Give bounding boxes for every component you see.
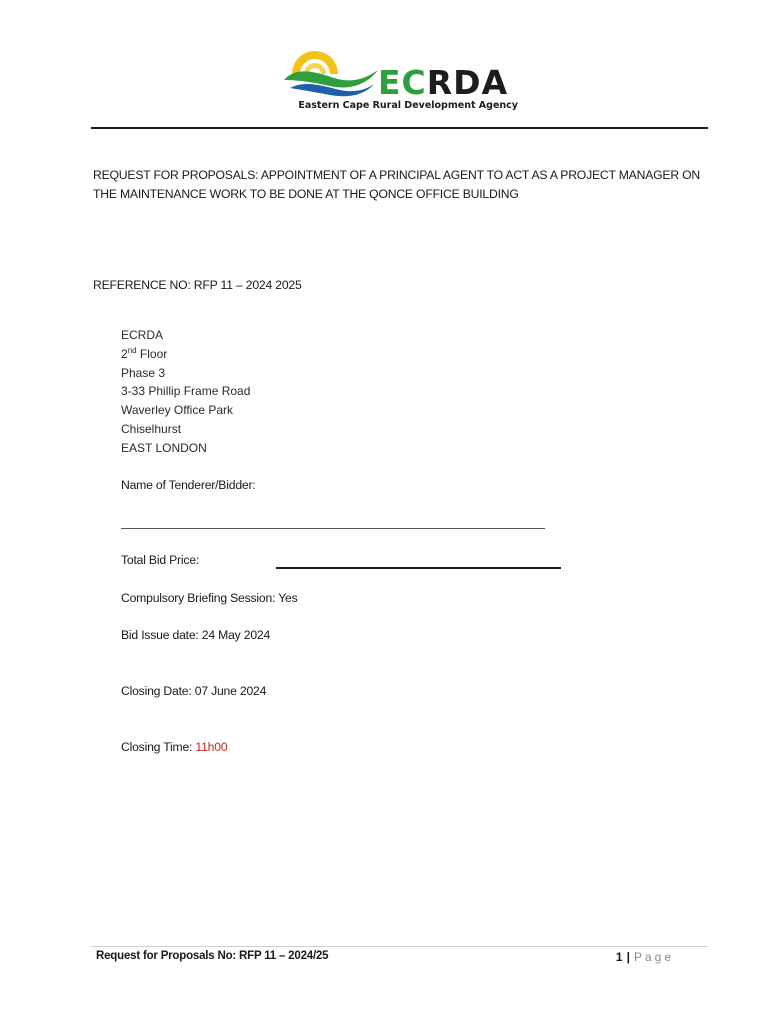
address-line: Waverley Office Park bbox=[121, 403, 234, 418]
floor-word: Floor bbox=[136, 346, 168, 361]
tenderer-name-line[interactable] bbox=[121, 528, 545, 529]
header-divider bbox=[91, 127, 708, 129]
bid-issue-date: Bid Issue date: 24 May 2024 bbox=[121, 628, 271, 642]
address-line bbox=[121, 345, 250, 364]
ecrda-logo bbox=[282, 40, 518, 116]
address-line: Chiselhurst bbox=[121, 421, 182, 436]
briefing-session: Compulsory Briefing Session: Yes bbox=[121, 591, 298, 605]
page-number: 1 bbox=[615, 950, 623, 964]
address-line: ECRDA bbox=[121, 328, 164, 342]
floor-number: 2 bbox=[121, 346, 128, 361]
bid-price-line[interactable] bbox=[276, 567, 561, 569]
bid-price-label: Total Bid Price: bbox=[121, 553, 200, 567]
page-separator: | bbox=[626, 950, 630, 964]
footer-document-reference: Request for Proposals No: RFP 11 – 2024/25 bbox=[96, 950, 329, 962]
page-indicator bbox=[616, 950, 674, 964]
address-line: Phase 3 bbox=[121, 365, 166, 380]
footer-divider bbox=[91, 946, 708, 947]
closing-time-value: 11h00 bbox=[195, 740, 228, 754]
closing-date: Closing Date: 07 June 2024 bbox=[121, 684, 267, 698]
tenderer-label: Name of Tenderer/Bidder: bbox=[121, 478, 256, 492]
logo-subtitle: Eastern Cape Rural Development Agency bbox=[298, 100, 518, 111]
closing-time-label: Closing Time: bbox=[121, 740, 196, 754]
floor-suffix: nd bbox=[127, 345, 137, 355]
logo-wordmark bbox=[378, 63, 509, 102]
page-label: Page bbox=[633, 950, 674, 964]
closing-time bbox=[121, 740, 227, 754]
logo-letters-ec: EC bbox=[378, 63, 427, 102]
address-block bbox=[121, 326, 250, 458]
logo-letters-rda: RDA bbox=[426, 63, 509, 102]
address-line: EAST LONDON bbox=[121, 440, 207, 455]
reference-number: REFERENCE NO: RFP 11 – 2024 2025 bbox=[93, 278, 302, 292]
document-title: REQUEST FOR PROPOSALS: APPOINTMENT OF A PRINCIPAL AGENT TO ACT AS A PROJECT MANAGER ON THE MAINTENANCE WORK TO BE DONE AT THE QONCE OFFICE BUILDING bbox=[93, 168, 701, 201]
sun-river-emblem-icon bbox=[282, 40, 382, 100]
address-line: 3-33 Phillip Frame Road bbox=[121, 384, 251, 399]
